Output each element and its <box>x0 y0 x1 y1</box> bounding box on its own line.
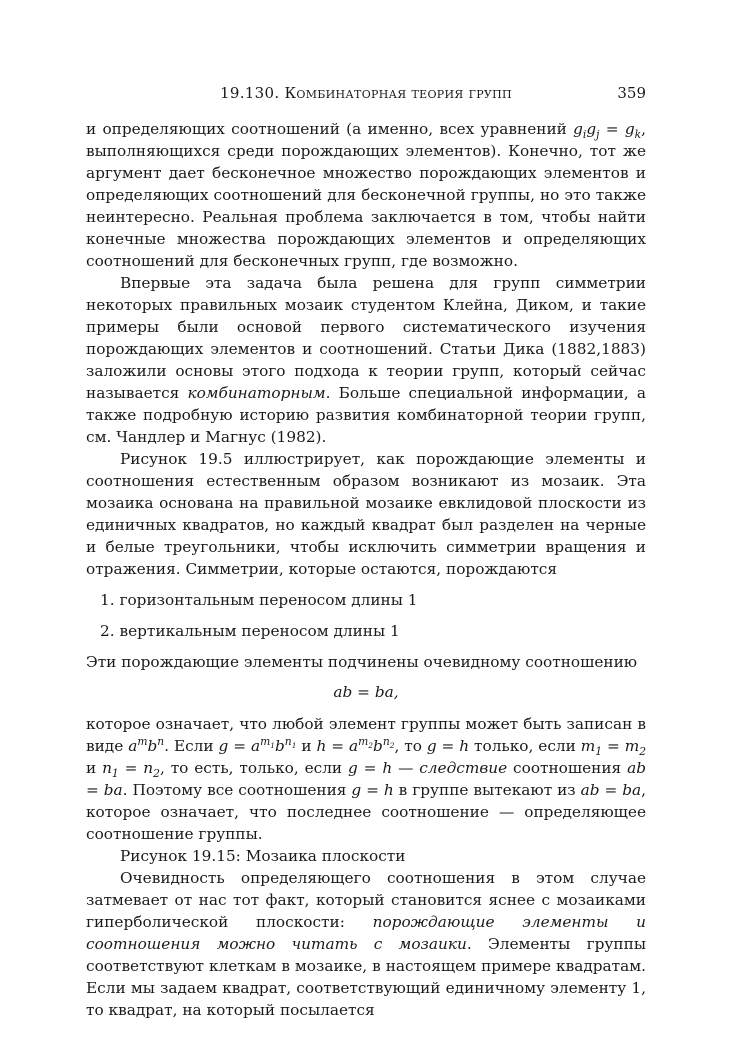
page-number: 359 <box>617 84 646 102</box>
paragraph-4: Эти порождающие элементы подчинены очевидному соотношению <box>86 653 638 671</box>
running-head <box>86 84 646 102</box>
paragraph-1: и определяющих соотношений (а именно, всех уравнений $g_ig_j = g_k$, выполняющихся среди порождающих элементов). Конечно, тот же аргумент дает бесконечное множество порождающих элементов и определяющих соотношений для бесконечной группы, но это также неинтересно. Реальная проблема заключается в том, чтобы найти конечные множества порождающих элементов и определяющих соотношений для бесконечных групп, где возможно. <box>86 120 647 270</box>
paragraph-2: Впервые эта задача была решена для групп симметрии некоторых правильных мозаик студентом Клейна, Диком, и такие примеры были основой первого систематического изучения порождающих элементов и соотношений. Статьи Дика (1882,1883) заложили основы этого подхода к теории групп, который сейчас называется комбинаторным. Больше специальной информации, а также подробную историю развития комбинаторной теории групп, см. Чандлер и Магнус (1982). <box>86 274 646 446</box>
page-body <box>86 118 646 1021</box>
paragraph-5: которое означает, что любой элемент группы может быть записан в виде $a^mb^n$. Если $g = a^{m_1}b^{n_1}$ и $h = a^{m_2}b^{n_2}$, то g = h только, если $m_1 = m_2$ и $n_1 = n_2$, то есть, только, если g = h — следствие соотношения ab = ba. Поэтому все соотношения g = h в группе вытекают из ab = ba, которое означает, что последнее соотношение — определяющее соотношение группы. <box>86 715 647 843</box>
section-number: 19.130. <box>220 84 280 102</box>
emphasis-combinatorial: комбинаторным <box>187 384 326 402</box>
chapter-title: Комбинаторная теория групп <box>284 84 512 102</box>
list-item: 1. горизонтальным переносом длины 1 <box>100 591 418 609</box>
paragraph-6: Очевидность определяющего соотношения в этом случае затмевает от нас тот факт, который становится яснее с мозаиками гиперболической плоскости: порождающие элементы и соотношения можно читать с мозаики. Элементы группы соответствуют клеткам в мозаике, в настоящем примере квадратам. Если мы задаем квадрат, соответствующий единичному элементу 1, то квадрат, на который посылается <box>86 869 646 1019</box>
page-header <box>86 84 646 106</box>
emphasis-read-from-tiling: порождающие элементы и соотношения можно читать с мозаики <box>86 913 646 953</box>
emphasis-consequence: следствие <box>419 759 508 777</box>
list-item: 2. вертикальным переносом длины 1 <box>100 622 400 640</box>
paragraph-3: Рисунок 19.5 иллюстрирует, как порождающие элементы и соотношения естественным образом возникают из мозаик. Эта мозаика основана на правильной мозаике евклидовой плоскости из единичных квадратов, но каждый квадрат был разделен на черные и белые треугольники, чтобы исключить симметрии вращения и отражения. Симметрии, которые остаются, порождаются <box>86 450 646 578</box>
generator-list <box>86 589 646 642</box>
equation: ab = ba, <box>333 683 399 701</box>
figure-caption: Рисунок 19.15: Мозаика плоскости <box>120 847 406 865</box>
